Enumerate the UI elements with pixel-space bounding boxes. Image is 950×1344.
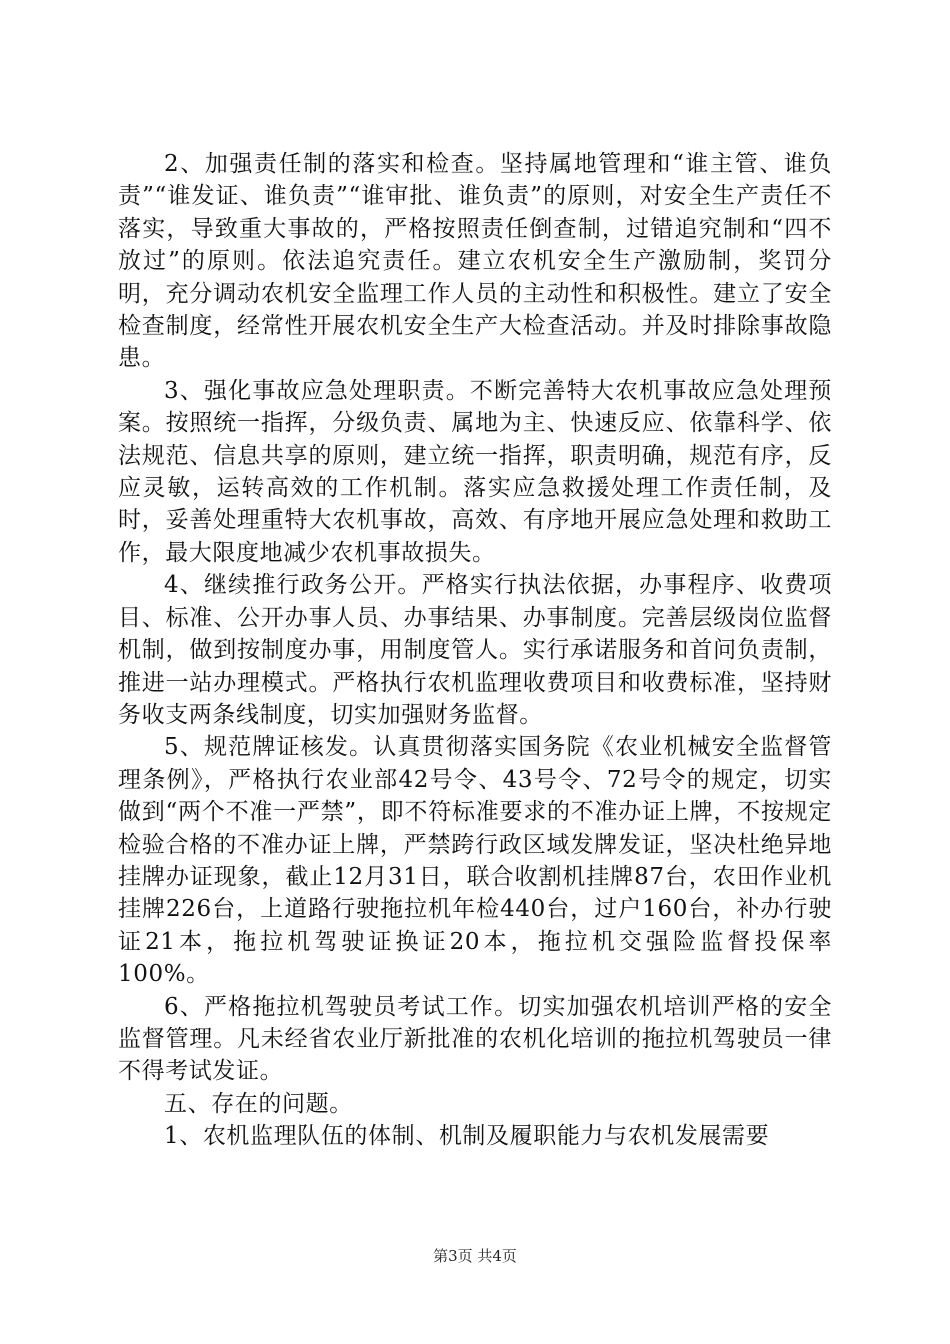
paragraph-responsibility-system: 2、加强责任制的落实和检查。坚持属地管理和“谁主管、谁负责”“谁发证、谁负责”“谁审批、谁负责”的原则，对安全生产责任不落实，导致重大事故的，严格按照责任倒查制，过错追究制和“四不放过”的原则。依法追究责任。建立农机安全生产激励制，奖罚分明，充分调动农机安全监理工作人员的主动性和积极性。建立了安全检查制度，经常性开展农机安全生产大检查活动。并及时排除事故隐患。: [118, 151, 832, 372]
section-heading-existing-problems: 五、存在的问题。: [164, 1090, 353, 1117]
paragraph-problem-1: 1、农机监理队伍的体制、机制及履职能力与农机发展需要: [164, 1123, 770, 1150]
document-body: [118, 148, 832, 1153]
paragraph-government-transparency: 4、继续推行政务公开。严格实行执法依据，办事程序、收费项目、标准、公开办事人员、办事结果、办事制度。完善层级岗位监督机制，做到按制度办事，用制度管人。实行承诺服务和首问负责制，推进一站办理模式。严格执行农机监理收费项目和收费标准，坚持财务收支两条线制度，切实加强财务监督。: [118, 572, 832, 728]
paragraph-emergency-handling: 3、强化事故应急处理职责。不断完善特大农机事故应急处理预案。按照统一指挥，分级负责、属地为主、快速反应、依靠科学、依法规范、信息共享的原则，建立统一指挥，职责明确，规范有序，反应灵敏，运转高效的工作机制。落实应急救援处理工作责任制，及时，妥善处理重特大农机事故，高效、有序地开展应急处理和救助工作，最大限度地减少农机事故损失。: [118, 377, 832, 566]
paragraph-license-issuance: 5、规范牌证核发。认真贯彻落实国务院《农业机械安全监督管理条例》，严格执行农业部42号令、43号令、72号令的规定，切实做到“两个不准一严禁”，即不符标准要求的不准办证上牌，不按规定检验合格的不准办证上牌，严禁跨行政区域发牌发证，坚决杜绝异地挂牌办证现象，截止12月31日，联合收割机挂牌87台，农田作业机挂牌226台，上道路行驶拖拉机年检440台，过户160台，补办行驶证21本，拖拉机驾驶证换证20本，拖拉机交强险监督投保率100%。: [118, 734, 832, 988]
page-number-footer: 第3页 共4页: [433, 1247, 517, 1265]
paragraph-driver-exam: 6、严格拖拉机驾驶员考试工作。切实加强农机培训严格的安全监督管理。凡未经省农业厅新批准的农机化培训的拖拉机驾驶员一律不得考试发证。: [118, 993, 832, 1085]
